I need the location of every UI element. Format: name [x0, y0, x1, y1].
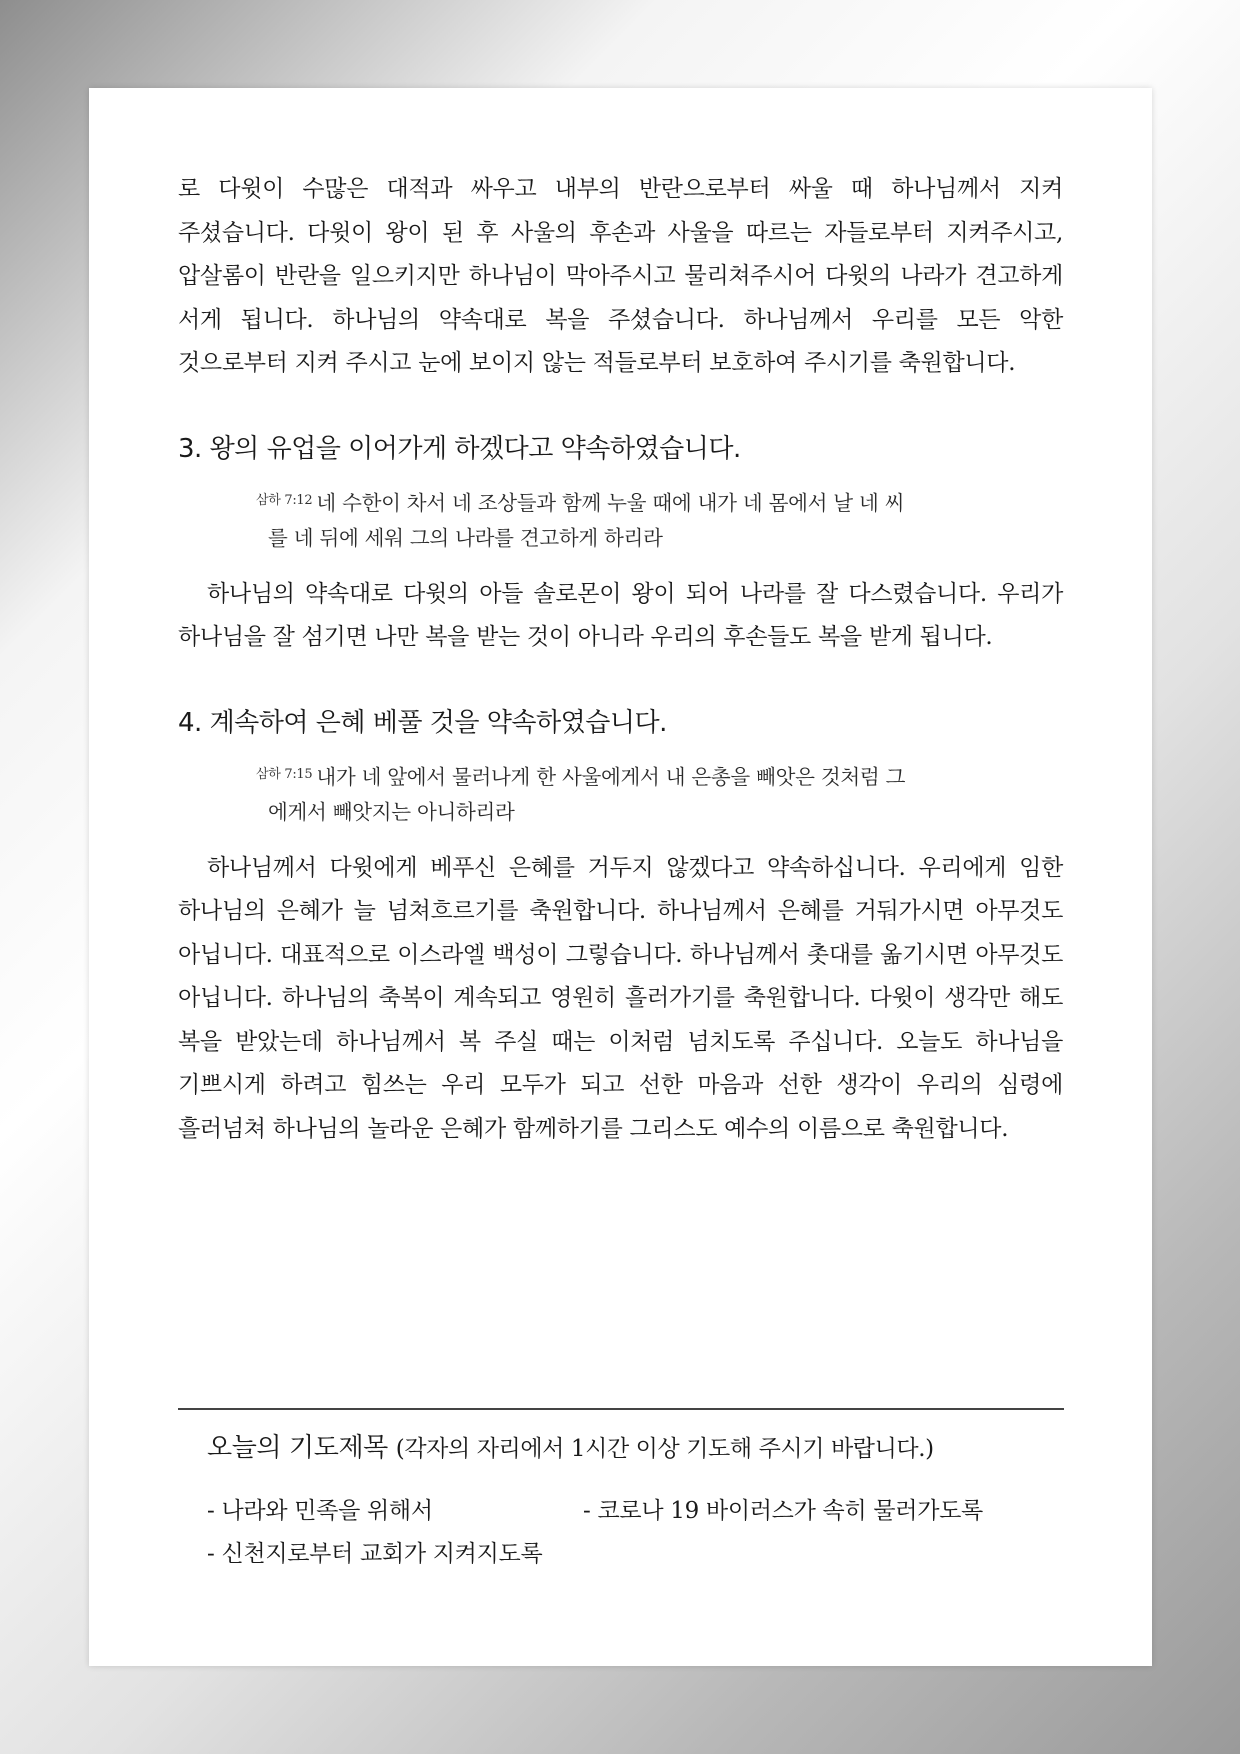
prayer-item: - 신천지로부터 교회가 지켜지도록 [207, 1541, 543, 1567]
section-3-paragraph: 하나님의 약속대로 다윗의 아들 솔로몬이 왕이 되어 나라를 잘 다스렸습니다. 우리가 하나님을 잘 섬기면 나만 복을 받는 것이 아니라 우리의 후손들도 복을 받게 됩니다. [178, 580, 1063, 650]
verse-reference: 삼하 7:15 [256, 766, 313, 782]
section-4-heading: 4. 계속하여 은혜 베풀 것을 약속하였습니다. [178, 707, 667, 738]
document-page [89, 88, 1152, 1666]
section-4-paragraph: 하나님께서 다윗에게 베푸신 은혜를 거두지 않겠다고 약속하십니다. 우리에게 임한 하나님의 은혜가 늘 넘쳐흐르기를 축원합니다. 하나님께서 은혜를 거둬가시면 아무것도 아닙니다. 대표적으로 이스라엘 백성이 그렇습니다. 하나님께서 촛대를 옮기시면 아무것도 아닙니다. 하나님의 축복이 계속되고 영원히 흘러가기를 축원합니다. 다윗이 생각만 해도 복을 받았는데 하나님께서 복 주실 때는 이처럼 넘치도록 주십니다. 오늘도 하나님을 기쁘시게 하려고 힘쓰는 우리 모두가 되고 선한 마음과 선한 생각이 우리의 심령에 흘러넘쳐 하나님의 놀라운 은혜가 함께하기를 그리스도 예수의 이름으로 축원합니다. [178, 854, 1063, 1142]
prayer-section [207, 1428, 1047, 1585]
section-4-verse [256, 757, 991, 830]
prayer-item: - 나라와 민족을 위해서 [207, 1498, 433, 1524]
verse-line: 내가 네 앞에서 물러나게 한 사울에게서 내 은총을 빼앗은 것처럼 그 [316, 764, 906, 789]
main-content [178, 168, 1063, 1151]
verse-line: 네 수한이 차서 네 조상들과 함께 누울 때에 내가 네 몸에서 날 네 씨 [316, 490, 905, 515]
section-3-heading: 3. 왕의 유업을 이어가게 하겠다고 약속하였습니다. [178, 433, 741, 464]
prayer-divider [178, 1408, 1064, 1410]
prayer-list [207, 1495, 1047, 1585]
prayer-item: - 코로나 19 바이러스가 속히 물러가도록 [583, 1498, 983, 1524]
section-3-verse [256, 483, 991, 556]
verse-line: 에게서 빼앗지는 아니하리라 [268, 799, 515, 824]
prayer-title: 오늘의 기도제목 [207, 1433, 388, 1463]
prayer-subtitle: (각자의 자리에서 1시간 이상 기도해 주시기 바랍니다.) [395, 1436, 934, 1462]
verse-reference: 삼하 7:12 [256, 492, 313, 508]
prayer-title-row [207, 1428, 1047, 1469]
intro-paragraph: 로 다윗이 수많은 대적과 싸우고 내부의 반란으로부터 싸울 때 하나님께서 지켜 주셨습니다. 다윗이 왕이 된 후 사울의 후손과 사울을 따르는 자들로부터 지켜주시고, 압살롬이 반란을 일으키지만 하나님이 막아주시고 물리쳐주시어 다윗의 나라가 견고하게 서게 됩니다. 하나님의 약속대로 복을 주셨습니다. 하나님께서 우리를 모든 악한 것으로부터 지켜 주시고 눈에 보이지 않는 적들로부터 보호하여 주시기를 축원합니다. [178, 176, 1063, 376]
verse-line: 를 네 뒤에 세워 그의 나라를 견고하게 하리라 [268, 525, 663, 550]
